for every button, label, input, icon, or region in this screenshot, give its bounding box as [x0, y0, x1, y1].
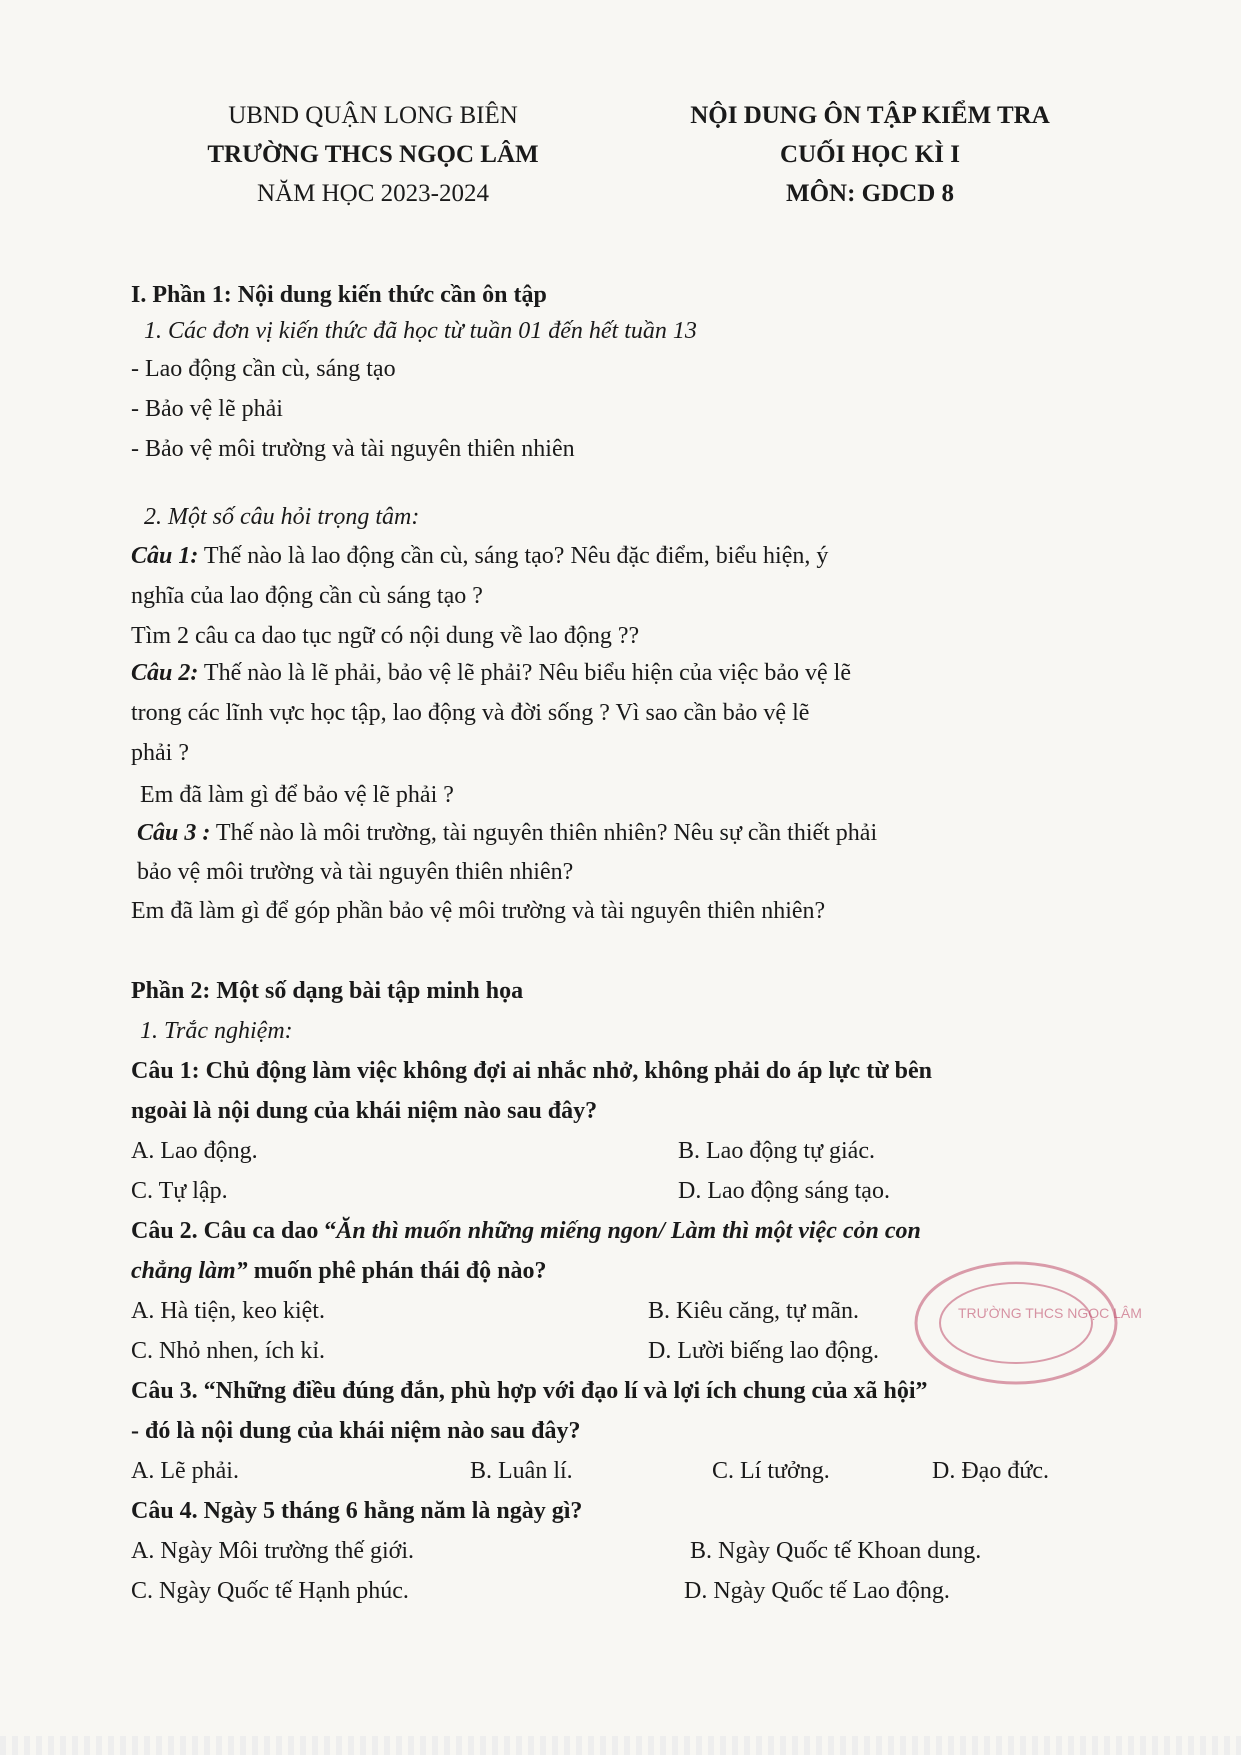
- mcq-1-line: ngoài là nội dung của khái niệm nào sau đây?: [131, 1098, 598, 1124]
- question-3-line: bảo vệ môi trường và tài nguyên thiên nhiên?: [137, 859, 574, 885]
- mcq-option: D. Lao động sáng tạo.: [678, 1178, 890, 1204]
- stamp-text: TRƯỜNG THCS NGỌC LÂM: [958, 1305, 1142, 1321]
- part1-sub2: 2. Một số câu hỏi trọng tâm:: [144, 504, 420, 530]
- question-text: Thế nào là lẽ phải, bảo vệ lẽ phải? Nêu biểu hiện của việc bảo vệ lẽ: [198, 660, 851, 686]
- mcq-option: C. Lí tưởng.: [712, 1458, 830, 1484]
- question-3-line: Em đã làm gì để góp phần bảo vệ môi trường và tài nguyên thiên nhiên?: [131, 898, 826, 924]
- question-2-line: Em đã làm gì để bảo vệ lẽ phải ?: [140, 782, 454, 808]
- scan-edge: [0, 1736, 1241, 1755]
- quote-text: Ăn thì muốn những miếng ngon/ Làm thì một việc cỏn con: [336, 1218, 921, 1244]
- mcq-option: A. Hà tiện, keo kiệt.: [131, 1298, 325, 1324]
- mcq-option: A. Lao động.: [131, 1138, 258, 1164]
- question-label: Câu 1:: [131, 543, 199, 569]
- school-name: TRƯỜNG THCS NGỌC LÂM: [207, 141, 539, 168]
- header-school-block: [158, 96, 588, 213]
- mcq-option: D. Lười biếng lao động.: [648, 1338, 879, 1364]
- school-stamp: [910, 1258, 1122, 1388]
- mcq-option: B. Kiêu căng, tự mãn.: [648, 1298, 859, 1324]
- part2-title: Phần 2: Một số dạng bài tập minh họa: [131, 978, 524, 1004]
- question-text: Thế nào là môi trường, tài nguyên thiên nhiên? Nêu sự cần thiết phải: [210, 820, 878, 846]
- mcq-option: B. Lao động tự giác.: [678, 1138, 875, 1164]
- doc-title: NỘI DUNG ÔN TẬP KIỂM TRA: [690, 102, 1050, 129]
- part1-title: I. Phần 1: Nội dung kiến thức cần ôn tập: [131, 282, 547, 308]
- question-2-line: phải ?: [131, 740, 189, 766]
- question-text: muốn phê phán thái độ nào?: [247, 1258, 547, 1284]
- mcq-option: A. Lẽ phải.: [131, 1458, 239, 1484]
- question-2-line: [131, 660, 851, 687]
- question-1-line: [131, 543, 828, 570]
- mcq-1-line: Câu 1: Chủ động làm việc không đợi ai nhắc nhở, không phải do áp lực từ bên: [131, 1058, 932, 1084]
- question-2-line: trong các lĩnh vực học tập, lao động và đời sống ? Vì sao cần bảo vệ lẽ: [131, 700, 810, 726]
- question-text: Thế nào là lao động cần cù, sáng tạo? Nêu đặc điểm, biểu hiện, ý: [198, 543, 829, 569]
- mcq-option: A. Ngày Môi trường thế giới.: [131, 1538, 415, 1564]
- part2-sub1: 1. Trắc nghiệm:: [140, 1018, 293, 1044]
- district-name: UBND QUẬN LONG BIÊN: [228, 102, 518, 129]
- topic-item: - Bảo vệ lẽ phải: [131, 396, 283, 422]
- mcq-3-line: - đó là nội dung của khái niệm nào sau đây?: [131, 1418, 581, 1444]
- question-label: Câu 2:: [131, 660, 199, 686]
- question-1-line: nghĩa của lao động cần cù sáng tạo ?: [131, 583, 483, 609]
- question-1-line: Tìm 2 câu ca dao tục ngữ có nội dung về lao động ??: [131, 623, 640, 649]
- mcq-2-line: [131, 1218, 921, 1245]
- mcq-option: B. Luân lí.: [470, 1458, 573, 1484]
- quote-text: chẳng làm”: [131, 1258, 248, 1284]
- mcq-option: C. Nhỏ nhen, ích kỉ.: [131, 1338, 325, 1364]
- mcq-2-line: [131, 1258, 546, 1285]
- mcq-option: D. Ngày Quốc tế Lao động.: [684, 1578, 950, 1604]
- school-year: NĂM HỌC 2023-2024: [257, 180, 489, 207]
- mcq-option: C. Ngày Quốc tế Hạnh phúc.: [131, 1578, 409, 1604]
- header-title-block: [640, 96, 1100, 213]
- question-text: Câu 2. Câu ca dao “: [131, 1218, 337, 1244]
- doc-term: CUỐI HỌC KÌ I: [780, 141, 960, 168]
- question-3-line: [137, 820, 877, 847]
- mcq-option: C. Tự lập.: [131, 1178, 228, 1204]
- question-label: Câu 3 :: [137, 820, 211, 846]
- mcq-option: B. Ngày Quốc tế Khoan dung.: [690, 1538, 982, 1564]
- topic-item: - Lao động cần cù, sáng tạo: [131, 356, 396, 382]
- mcq-option: D. Đạo đức.: [932, 1458, 1049, 1484]
- doc-subject: MÔN: GDCD 8: [785, 180, 955, 207]
- topic-item: - Bảo vệ môi trường và tài nguyên thiên nhiên: [131, 436, 575, 462]
- mcq-4-line: Câu 4. Ngày 5 tháng 6 hằng năm là ngày gì?: [131, 1498, 583, 1524]
- mcq-3-line: Câu 3. “Những điều đúng đắn, phù hợp với đạo lí và lợi ích chung của xã hội”: [131, 1378, 928, 1404]
- part1-sub1: 1. Các đơn vị kiến thức đã học từ tuần 01 đến hết tuần 13: [144, 318, 697, 344]
